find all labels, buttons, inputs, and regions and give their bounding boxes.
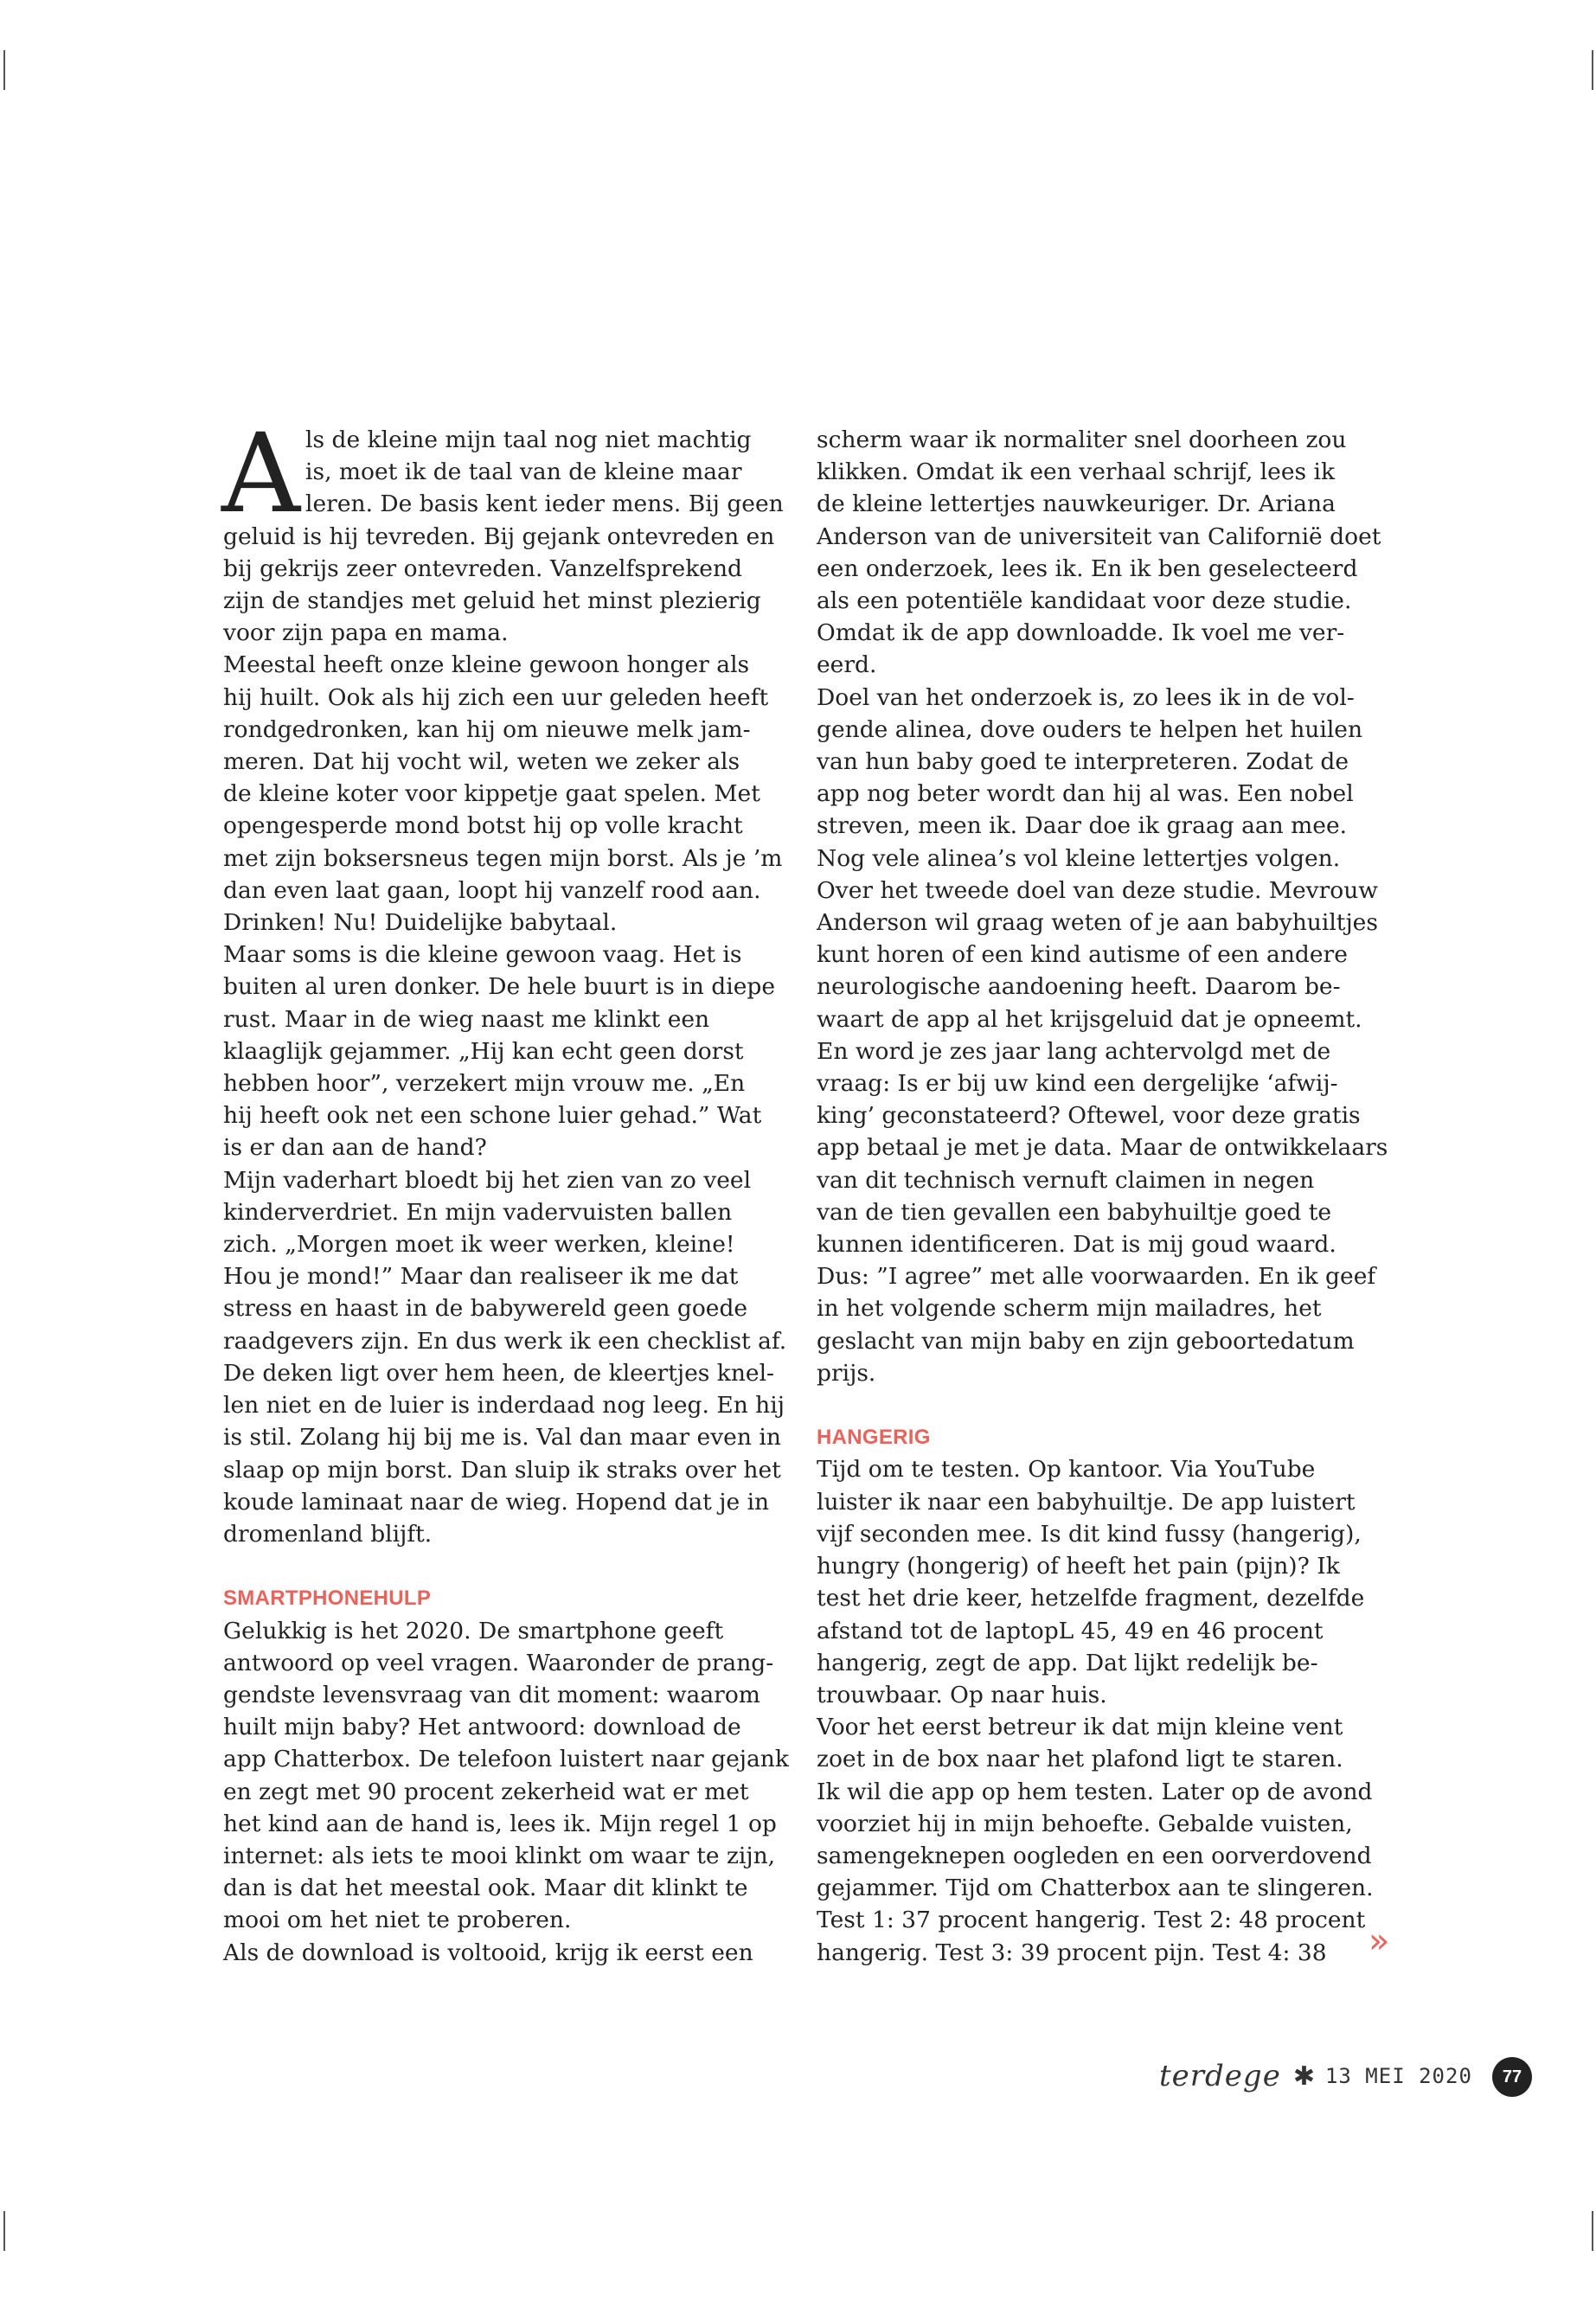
text-line: streven, meen ik. Daar doe ik graag aan mee.	[817, 812, 1348, 840]
separator-star-icon: ✱	[1292, 2061, 1315, 2092]
text-line: slaap op mijn borst. Dan sluip ik straks over het	[223, 1456, 781, 1484]
text-line: kunnen identificeren. Dat is mij goud waard.	[817, 1231, 1336, 1259]
text-line: zijn de standjes met geluid het minst plezierig	[223, 587, 761, 615]
paragraph	[223, 1615, 787, 1937]
text-line: neurologische aandoening heeft. Daarom be-	[817, 973, 1341, 1001]
text-line: in het volgende scherm mijn mailadres, het	[817, 1295, 1322, 1323]
text-line: hangerig, zegt de app. Dat lijkt redelijk be-	[817, 1649, 1318, 1676]
right-column	[817, 424, 1388, 1969]
text-line: En word je zes jaar lang achtervolgd met de	[817, 1037, 1331, 1065]
text-line: Test 1: 37 procent hangerig. Test 2: 48 procent	[817, 1907, 1366, 1934]
text-line: klaaglijk gejammer. „Hij kan echt geen dorst	[223, 1037, 744, 1065]
text-line: een onderzoek, lees ik. En ik ben geselecteerd	[817, 554, 1358, 582]
paragraph	[817, 424, 1381, 682]
text-line: van de tien gevallen een babyhuiltje goed te	[817, 1198, 1332, 1226]
crop-mark-top-right	[1592, 50, 1593, 90]
text-line: internet: als iets te mooi klinkt om waar te zijn,	[223, 1842, 776, 1869]
text-line: Dus: ”I agree” met alle voorwaarden. En ik geef	[817, 1263, 1376, 1291]
text-line: geslacht van mijn baby en zijn geboortedatum	[817, 1327, 1355, 1355]
text-line: gejammer. Tijd om Chatterbox aan te slingeren.	[817, 1875, 1374, 1902]
text-line: dan is dat het meestal ook. Maar dit klinkt te	[223, 1875, 748, 1902]
magazine-brand: terdege	[1159, 2059, 1281, 2093]
text-line: eerd.	[817, 651, 877, 679]
text-line: zich. „Morgen moet ik weer werken, kleine!	[223, 1231, 735, 1259]
text-line: is stil. Zolang hij bij me is. Val dan maar even in	[223, 1424, 781, 1452]
text-line: meren. Dat hij vocht wil, weten we zeker als	[223, 748, 740, 776]
text-line: Omdat ik de app downloadde. Ik voel me ver-	[817, 619, 1345, 647]
page-number: 77	[1492, 2057, 1532, 2097]
text-line: scherm waar ik normaliter snel doorheen zou	[817, 426, 1347, 453]
text-line: king’ geconstateerd? Oftewel, voor deze gratis	[817, 1102, 1361, 1130]
text-line: Ik wil die app op hem testen. Later op de avond	[817, 1778, 1373, 1805]
text-line: waart de app al het krijsgeluid dat je opneemt.	[817, 1005, 1362, 1033]
paragraph	[223, 1164, 787, 1550]
page-footer	[1159, 2050, 1472, 2102]
text-line: rust. Maar in de wieg naast me klinkt een	[223, 1005, 710, 1033]
paragraph	[817, 1453, 1381, 1711]
paragraph	[817, 682, 1388, 1389]
text-line: geluid is hij tevreden. Bij gejank ontevreden en	[223, 522, 775, 550]
text-line: bij gekrijs zeer ontevreden. Vanzelfsprekend	[223, 554, 743, 582]
text-line: leren. De basis kent ieder mens. Bij geen	[305, 490, 784, 518]
text-line: Mijn vaderhart bloedt bij het zien van zo veel	[223, 1166, 752, 1194]
section-heading: HANGERIG	[817, 1426, 931, 1450]
text-line: opengesperde mond botst hij op volle kracht	[223, 812, 743, 840]
text-line: gendste levensvraag van dit moment: waarom	[223, 1681, 760, 1708]
text-line: dan even laat gaan, loopt hij vanzelf rood aan.	[223, 876, 761, 904]
text-line: het kind aan de hand is, lees ik. Mijn regel 1 op	[223, 1810, 777, 1837]
text-line: vijf seconden mee. Is dit kind fussy (hangerig),	[817, 1520, 1362, 1548]
text-line: de kleine lettertjes nauwkeuriger. Dr. Ariana	[817, 490, 1336, 518]
text-line: van dit technisch vernuft claimen in negen	[817, 1166, 1315, 1194]
text-line: De deken ligt over hem heen, de kleertjes knel-	[223, 1359, 775, 1387]
section-heading: SMARTPHONEHULP	[223, 1586, 432, 1611]
paragraph	[817, 1711, 1381, 1969]
text-line: zoet in de box naar het plafond ligt te staren.	[817, 1746, 1343, 1773]
text-line: is er dan aan de hand?	[223, 1134, 487, 1162]
text-line: ls de kleine mijn taal nog niet machtig	[305, 426, 752, 453]
text-line: luister ik naar een babyhuiltje. De app luistert	[817, 1488, 1356, 1516]
text-line: voorziet hij in mijn behoefte. Gebalde vuisten,	[817, 1810, 1353, 1837]
paragraph-lines	[221, 410, 787, 649]
text-line: koude laminaat naar de wieg. Hopend dat je in	[223, 1488, 770, 1516]
text-line: samengeknepen oogleden en een oorverdovend	[817, 1842, 1372, 1869]
text-line: Anderson van de universiteit van Californië doet	[817, 522, 1381, 550]
text-line: hebben hoor”, verzekert mijn vrouw me. „En	[223, 1070, 746, 1098]
text-line: len niet en de luier is inderdaad nog leeg. En hij	[223, 1392, 785, 1420]
issue-date: 13 MEI 2020	[1324, 2064, 1472, 2088]
text-line: Anderson wil graag weten of je aan babyhuiltjes	[817, 909, 1378, 937]
text-line: app betaal je met je data. Maar de ontwikkelaars	[817, 1134, 1388, 1162]
text-line: met zijn boksersneus tegen mijn borst. Als je ’m	[223, 844, 783, 872]
text-line: kinderverdriet. En mijn vadervuisten ballen	[223, 1198, 733, 1226]
text-line: en zegt met 90 procent zekerheid wat er met	[223, 1778, 749, 1805]
text-line: vraag: Is er bij uw kind een dergelijke ‘afwij-	[817, 1070, 1338, 1098]
text-line: hij huilt. Ook als hij zich een uur geleden heeft	[223, 683, 769, 711]
text-line: Hou je mond!” Maar dan realiseer ik me dat	[223, 1263, 739, 1291]
text-line: dromenland blijft.	[223, 1520, 433, 1548]
paragraph	[221, 410, 787, 649]
text-line: raadgevers zijn. En dus werk ik een checklist af.	[223, 1327, 787, 1355]
paragraph	[223, 1937, 787, 1969]
text-line: Voor het eerst betreur ik dat mijn kleine vent	[817, 1714, 1343, 1741]
text-line: hangerig. Test 3: 39 procent pijn. Test 4: 38	[817, 1939, 1327, 1966]
text-line: app nog beter wordt dan hij al was. Een nobel	[817, 780, 1354, 808]
text-line: Over het tweede doel van deze studie. Mevrouw	[817, 876, 1378, 904]
text-line: voor zijn papa en mama.	[223, 619, 509, 647]
paragraph	[223, 939, 787, 1163]
text-line: Meestal heeft onze kleine gewoon honger als	[223, 651, 750, 679]
text-line: Doel van het onderzoek is, zo lees ik in de vol-	[817, 683, 1355, 711]
text-line: als een potentiële kandidaat voor deze studie.	[817, 587, 1352, 615]
text-line: de kleine koter voor kippetje gaat spelen. Met	[223, 780, 760, 808]
crop-mark-bottom-left	[3, 2211, 5, 2251]
text-line: gende alinea, dove ouders te helpen het huilen	[817, 715, 1363, 743]
text-line: afstand tot de laptopL 45, 49 en 46 procent	[817, 1617, 1324, 1644]
text-line: app Chatterbox. De telefoon luistert naar gejank	[223, 1746, 789, 1773]
crop-mark-bottom-right	[1592, 2211, 1593, 2251]
text-line: Nog vele alinea’s vol kleine lettertjes volgen.	[817, 844, 1341, 872]
text-line: hij heeft ook net een schone luier gehad.” Wat	[223, 1102, 762, 1130]
text-line: buiten al uren donker. De hele buurt is in diepe	[223, 973, 776, 1001]
text-line: Maar soms is die kleine gewoon vaag. Het is	[223, 941, 742, 969]
text-line: trouwbaar. Op naar huis.	[817, 1681, 1107, 1708]
text-line: Drinken! Nu! Duidelijke babytaal.	[223, 909, 618, 937]
continue-arrow-icon: »	[1368, 1921, 1390, 1961]
text-line: Als de download is voltooid, krijg ik eerst een	[223, 1939, 753, 1966]
dropcap: A	[221, 410, 300, 537]
text-line: huilt mijn baby? Het antwoord: download de	[223, 1714, 741, 1741]
text-line: is, moet ik de taal van de kleine maar	[305, 458, 742, 486]
text-line: rondgedronken, kan hij om nieuwe melk jam-	[223, 715, 751, 743]
text-line: kunt horen of een kind autisme of een andere	[817, 941, 1348, 969]
text-line: stress en haast in de babywereld geen goede	[223, 1295, 748, 1323]
text-line: hungry (hongerig) of heeft het pain (pijn)? Ik	[817, 1553, 1340, 1580]
left-column	[221, 410, 789, 1969]
text-line: van hun baby goed te interpreteren. Zodat de	[817, 748, 1349, 776]
text-line: antwoord op veel vragen. Waaronder de prang-	[223, 1649, 774, 1676]
text-line: test het drie keer, hetzelfde fragment, dezelfde	[817, 1585, 1365, 1612]
crop-mark-top-left	[3, 50, 5, 90]
text-line: klikken. Omdat ik een verhaal schrijf, lees ik	[817, 458, 1336, 486]
text-line: Gelukkig is het 2020. De smartphone geeft	[223, 1617, 724, 1644]
text-line: Tijd om te testen. Op kantoor. Via YouTube	[817, 1456, 1316, 1484]
text-line: mooi om het niet te proberen.	[223, 1907, 572, 1934]
text-line: prijs.	[817, 1359, 876, 1387]
paragraph	[223, 649, 787, 939]
